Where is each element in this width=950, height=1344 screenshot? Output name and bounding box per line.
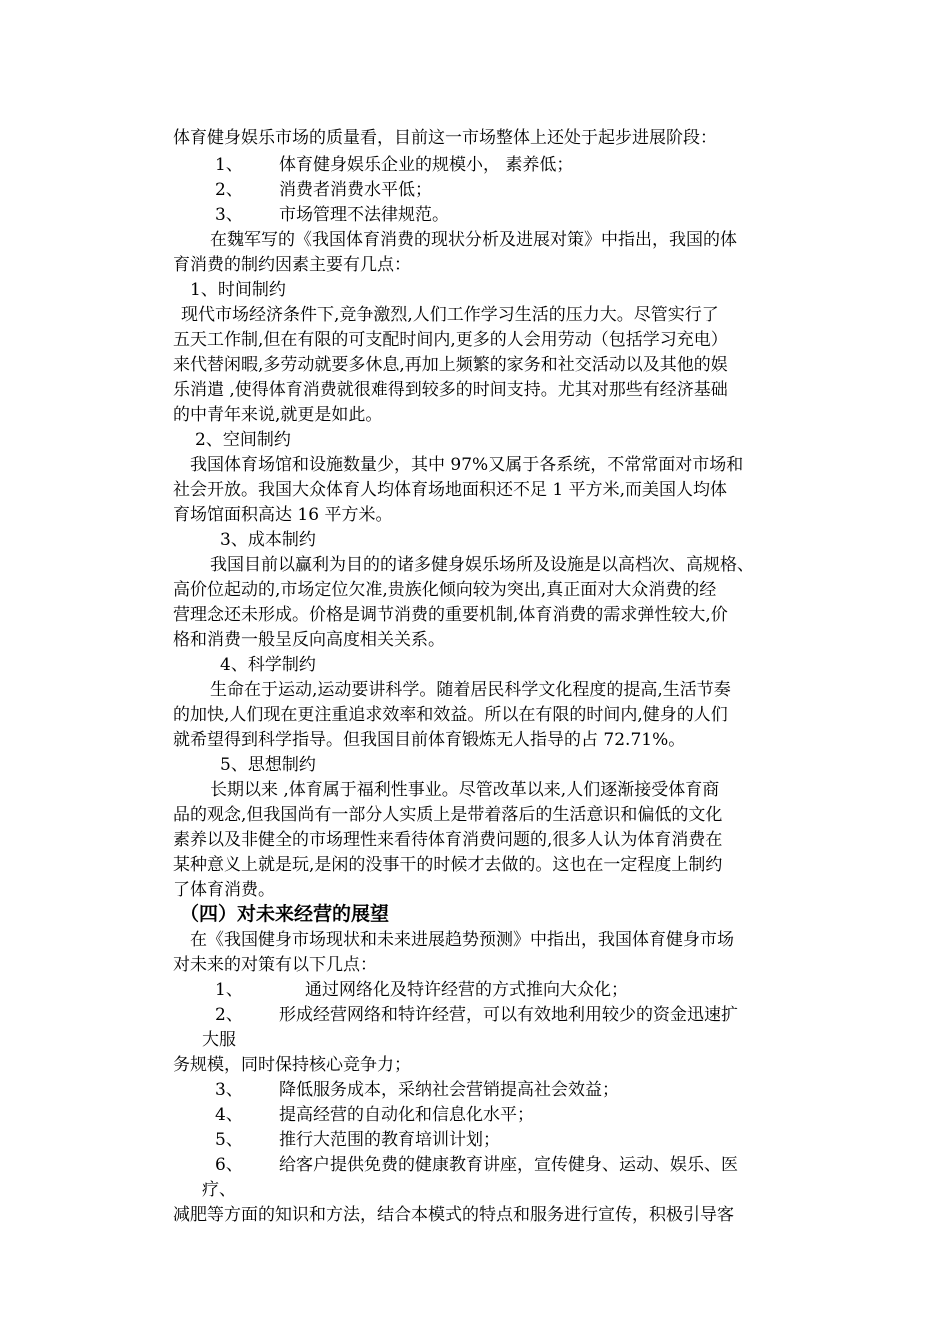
time-paragraph-line: 乐消遣 ,使得体育消费就很难得到较多的时间支持。尤其对那些有经济基础: [173, 380, 728, 400]
space-constraint-title: 2、空间制约: [195, 430, 291, 450]
intro-line: 体育健身娱乐市场的质量看，目前这一市场整体上还处于起步进展阶段：: [173, 128, 717, 148]
future-item-6-wrap: 疗、: [202, 1180, 236, 1200]
list-text: 通过网络化及特许经营的方式推向大众化；: [305, 980, 628, 1000]
time-paragraph-line: 现代市场经济条件下,竞争激烈,人们工作学习生活的压力大。尽管实行了: [181, 305, 719, 325]
list-number: 1、: [215, 155, 243, 175]
time-constraint-title: 1、时间制约: [190, 280, 286, 300]
future-paragraph-line-2: 对未来的对策有以下几点：: [173, 955, 377, 975]
wei-paragraph-line-2: 育消费的制约因素主要有几点：: [173, 255, 411, 275]
list-text: 形成经营网络和特许经营，可以有效地利用较少的资金迅速扩: [279, 1005, 738, 1025]
list-number: 3、: [215, 205, 243, 225]
future-item-3: [215, 1078, 619, 1102]
science-paragraph-line: 就希望得到科学指导。但我国目前体育锻炼无人指导的占 72.71%。: [173, 730, 686, 750]
wei-paragraph-line-1: 在魏军写的《我国体育消费的现状分析及进展对策》中指出，我国的体: [210, 230, 737, 250]
future-item-2-wrap: 大服: [202, 1030, 236, 1050]
list-text: 市场管理不法律规范。: [279, 205, 449, 225]
future-item-5: [215, 1128, 500, 1152]
space-paragraph-line: 育场馆面积高达 16 平方米。: [173, 505, 393, 525]
list-number: 5、: [215, 1130, 243, 1150]
list-number: 4、: [215, 1105, 243, 1125]
list-text: 推行大范围的教育培训计划；: [279, 1130, 500, 1150]
future-item-4: [215, 1103, 534, 1127]
future-item-2-continuation: 务规模，同时保持核心竞争力；: [173, 1055, 411, 1075]
space-paragraph-line: 我国体育场馆和设施数量少，其中 97%又属于各系统，不常常面对市场和: [190, 455, 744, 475]
future-item-6-continuation: 减肥等方面的知识和方法，结合本模式的特点和服务进行宣传，积极引导客: [173, 1205, 734, 1225]
stage-item-3: [215, 203, 449, 227]
science-constraint-title: 4、科学制约: [220, 655, 316, 675]
stage-item-1: [215, 153, 573, 177]
science-paragraph-line: 的加快,人们现在更注重追求效率和效益。所以在有限的时间内,健身的人们: [173, 705, 728, 725]
future-paragraph-line-1: 在《我国健身市场现状和未来进展趋势预测》中指出，我国体育健身市场: [190, 930, 734, 950]
space-paragraph-line: 社会开放。我国大众体育人均体育场地面积还不足 1 平方米,而美国人均体: [173, 480, 728, 500]
list-text: 消费者消费水平低；: [279, 180, 432, 200]
cost-paragraph-line: 格和消费一般呈反向高度相关关系。: [173, 630, 445, 650]
list-text: 体育健身娱乐企业的规模小， 素养低；: [279, 155, 574, 175]
thought-paragraph-line: 品的观念,但我国尚有一部分人实质上是带着落后的生活意识和偏低的文化: [173, 805, 723, 825]
list-text: 给客户提供免费的健康教育讲座，宣传健身、运动、娱乐、医: [279, 1155, 738, 1175]
section-heading: （四）对未来经营的展望: [180, 903, 390, 925]
thought-paragraph-line: 素养以及非健全的市场理性来看待体育消费问题的,很多人认为体育消费在: [173, 830, 723, 850]
future-item-2: [215, 1003, 738, 1027]
cost-paragraph-line: 营理念还未形成。价格是调节消费的重要机制,体育消费的需求弹性较大,价: [173, 605, 728, 625]
thought-paragraph-line: 某种意义上就是玩,是闲的没事干的时候才去做的。这也在一定程度上制约: [173, 855, 723, 875]
list-number: 3、: [215, 1080, 243, 1100]
thought-paragraph-line: 了体育消费。: [173, 880, 275, 900]
future-item-1: [215, 978, 628, 1002]
list-number: 2、: [215, 180, 243, 200]
cost-constraint-title: 3、成本制约: [220, 530, 316, 550]
thought-constraint-title: 5、思想制约: [220, 755, 316, 775]
stage-item-2: [215, 178, 432, 202]
science-paragraph-line: 生命在于运动,运动要讲科学。随着居民科学文化程度的提高,生活节奏: [210, 680, 731, 700]
list-text: 提高经营的自动化和信息化水平；: [279, 1105, 534, 1125]
thought-paragraph-line: 长期以来 ,体育属于福利性事业。尽管改革以来,人们逐渐接受体育商: [210, 780, 720, 800]
time-paragraph-line: 来代替闲暇,多劳动就要多休息,再加上频繁的家务和社交活动以及其他的娱: [173, 355, 728, 375]
cost-paragraph-line: 我国目前以赢利为目的的诸多健身娱乐场所及设施是以高档次、高规格、: [210, 555, 754, 575]
list-text: 降低服务成本，采纳社会营销提高社会效益；: [279, 1080, 619, 1100]
future-item-6: [215, 1153, 738, 1177]
list-number: 6、: [215, 1155, 243, 1175]
cost-paragraph-line: 高价位起动的,市场定位欠准,贵族化倾向较为突出,真正面对大众消费的经: [173, 580, 717, 600]
list-number: 2、: [215, 1005, 243, 1025]
time-paragraph-line: 五天工作制,但在有限的可支配时间内,更多的人会用劳动（包括学习充电）: [173, 330, 728, 350]
list-number: 1、: [215, 980, 243, 1000]
time-paragraph-line: 的中青年来说,就更是如此。: [173, 405, 383, 425]
